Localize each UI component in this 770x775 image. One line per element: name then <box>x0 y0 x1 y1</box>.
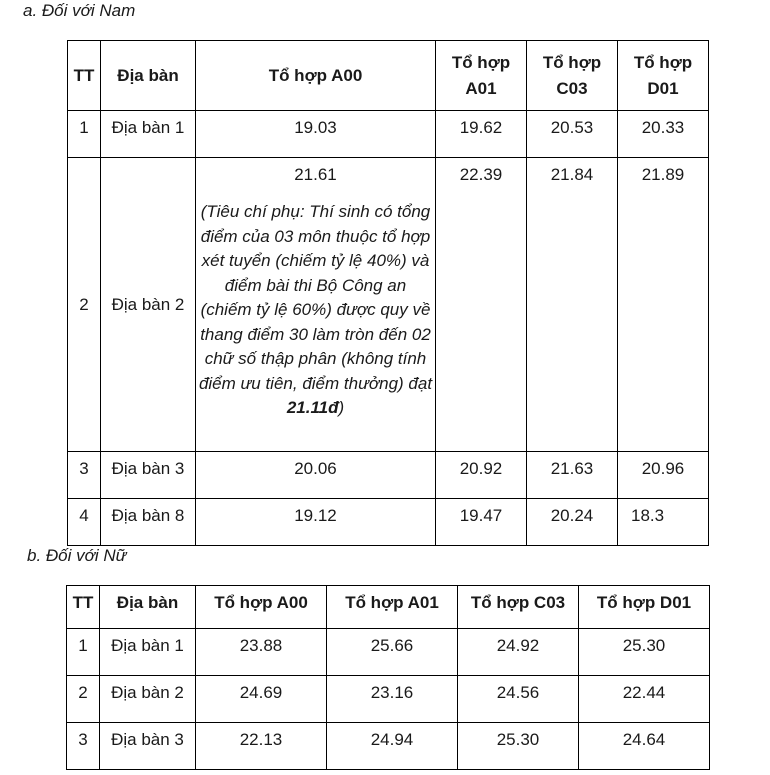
cell-c03: 20.24 <box>527 499 618 546</box>
cell-area: Địa bàn 3 <box>101 452 196 499</box>
note-threshold-value: 21.11đ <box>286 398 339 417</box>
note-text: (Tiêu chí phụ: Thí sinh có tổng điểm của 03 môn thuộc tổ hợp xét tuyển (chiếm tỷ lệ 40%) và điểm bài thi Bộ Công an (chiếm tỷ lệ 60%) được quy về thang điểm 30 làm tròn đến 02 chữ số thập phân (không tính điểm ưu tiên, điểm thưởng) đạt <box>198 202 433 393</box>
header-area: Địa bàn <box>100 586 196 629</box>
cell-a00: 19.03 <box>196 111 436 158</box>
cell-a00-with-note <box>196 158 436 452</box>
table-row <box>68 158 709 452</box>
cell-d01: 20.33 <box>618 111 709 158</box>
section-title-female: b. Đối với Nữ <box>27 546 127 565</box>
header-a00: Tổ hợp A00 <box>196 586 327 629</box>
cell-c03: 24.56 <box>458 676 579 723</box>
header-c03: Tổ hợp C03 <box>527 41 618 111</box>
table-row <box>68 452 709 499</box>
cell-a00: 20.06 <box>196 452 436 499</box>
cell-a00-value: 21.61 <box>294 165 337 184</box>
header-a01: Tổ hợp A01 <box>436 41 527 111</box>
header-tt: TT <box>67 586 100 629</box>
cell-tt: 1 <box>67 629 100 676</box>
table-header-row <box>68 41 709 111</box>
note-close: ) <box>338 398 345 417</box>
header-area: Địa bàn <box>101 41 196 111</box>
cell-a01: 22.39 <box>436 158 527 452</box>
table-header-row <box>67 586 710 629</box>
table-row <box>68 111 709 158</box>
cell-a01: 24.94 <box>327 723 458 770</box>
cell-d01: 18.3 <box>618 499 709 546</box>
cell-c03: 24.92 <box>458 629 579 676</box>
header-d01: Tổ hợp D01 <box>579 586 710 629</box>
header-d01: Tổ hợp D01 <box>618 41 709 111</box>
cell-a00: 22.13 <box>196 723 327 770</box>
cell-tt: 2 <box>68 158 101 452</box>
cell-a01: 23.16 <box>327 676 458 723</box>
cell-d01: 22.44 <box>579 676 710 723</box>
cell-a01: 19.62 <box>436 111 527 158</box>
cell-c03: 21.63 <box>527 452 618 499</box>
cell-d01: 21.89 <box>618 158 709 452</box>
table-row <box>68 499 709 546</box>
cell-a00: 23.88 <box>196 629 327 676</box>
cell-c03: 25.30 <box>458 723 579 770</box>
cell-a01: 25.66 <box>327 629 458 676</box>
cell-d01: 24.64 <box>579 723 710 770</box>
cell-area: Địa bàn 2 <box>101 158 196 452</box>
cell-a01: 19.47 <box>436 499 527 546</box>
cell-tt: 3 <box>67 723 100 770</box>
cell-c03: 20.53 <box>527 111 618 158</box>
section-title-male: a. Đối với Nam <box>23 1 136 20</box>
table-row <box>67 629 710 676</box>
cell-a00: 24.69 <box>196 676 327 723</box>
cell-area: Địa bàn 3 <box>100 723 196 770</box>
male-score-table <box>67 40 709 546</box>
header-a01: Tổ hợp A01 <box>327 586 458 629</box>
cell-area: Địa bàn 2 <box>100 676 196 723</box>
cell-tt: 2 <box>67 676 100 723</box>
cell-tt: 3 <box>68 452 101 499</box>
cell-area: Địa bàn 1 <box>100 629 196 676</box>
cell-a00: 19.12 <box>196 499 436 546</box>
female-score-table <box>66 585 710 770</box>
cell-d01: 25.30 <box>579 629 710 676</box>
cell-area: Địa bàn 1 <box>101 111 196 158</box>
cell-d01: 20.96 <box>618 452 709 499</box>
cell-area: Địa bàn 8 <box>101 499 196 546</box>
table-row <box>67 723 710 770</box>
header-a00: Tổ hợp A00 <box>196 41 436 111</box>
header-tt: TT <box>68 41 101 111</box>
cell-c03: 21.84 <box>527 158 618 452</box>
table-row <box>67 676 710 723</box>
cell-tt: 1 <box>68 111 101 158</box>
cell-tt: 4 <box>68 499 101 546</box>
header-c03: Tổ hợp C03 <box>458 586 579 629</box>
tiebreak-note <box>196 200 435 421</box>
cell-a01: 20.92 <box>436 452 527 499</box>
